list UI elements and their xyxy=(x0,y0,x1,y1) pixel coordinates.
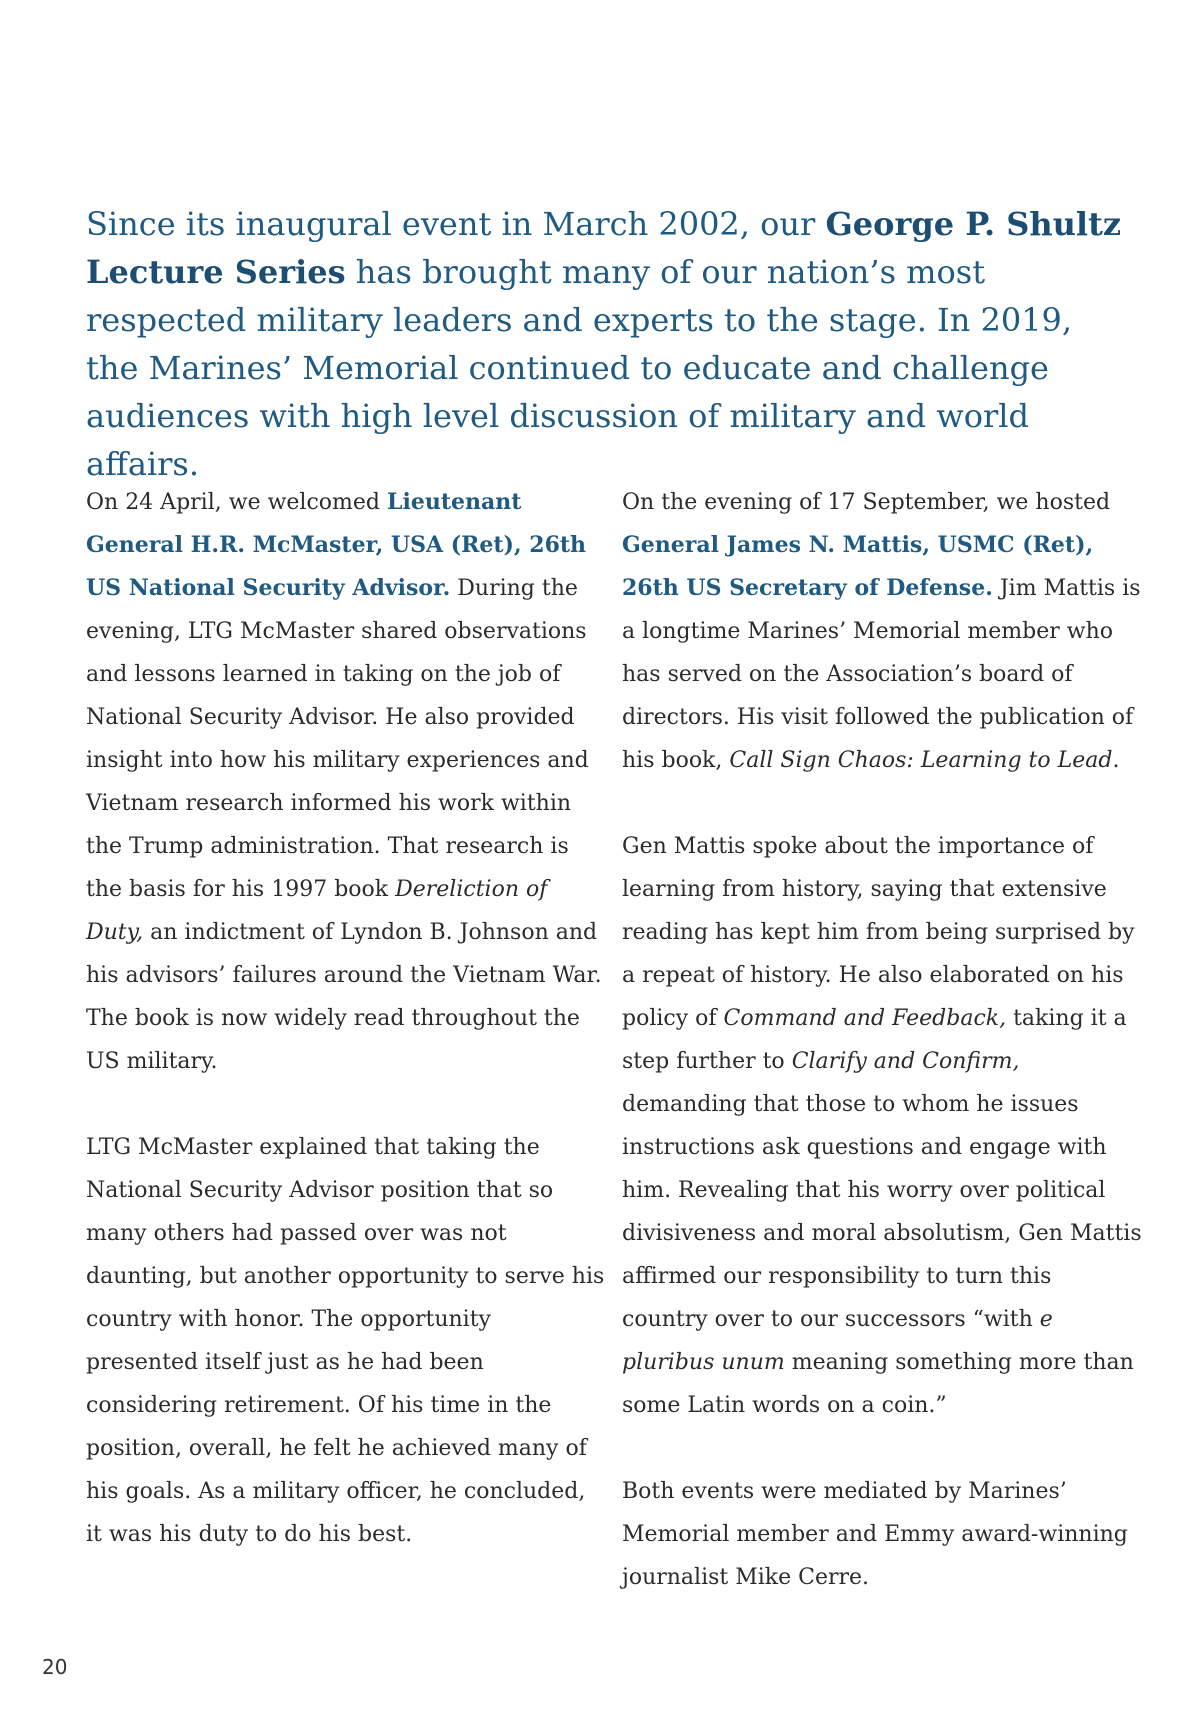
text-span: On the evening of 17 September, we hosted xyxy=(622,490,1111,515)
text-span: taking it a step further to xyxy=(622,1006,1127,1074)
mattis-intro-paragraph xyxy=(622,481,1142,782)
book-title-call-sign-chaos: Call Sign Chaos: Learning to Lead xyxy=(729,748,1113,773)
italic-command-and-feedback: Command and Feedback, xyxy=(723,1006,1007,1031)
mcmaster-intro-paragraph xyxy=(86,481,606,1083)
intro-paragraph xyxy=(86,200,1126,488)
mattis-name-highlight: General James N. Mattis, USMC (Ret), 26th US Secretary of Defense. xyxy=(622,532,1094,601)
text-span: During the evening, LTG McMaster shared observations and lessons learned in taking on the job of National Security Advisor. He also provided insight into how his military experiences and Vietnam research informed his work within the Trump administration. That research is the basis for his 1997 book xyxy=(86,576,589,902)
mcmaster-second-paragraph: LTG McMaster explained that taking the National Security Advisor position that so many others had passed over was not daunting, but another opportunity to serve his country with honor. The opportunity presented itself just as he had been considering retirement. Of his time in the position, overall, he felt he achieved many of his goals. As a military officer, he concluded, it was his duty to do his best. xyxy=(86,1135,605,1547)
mattis-second-paragraph xyxy=(622,825,1142,1427)
right-column xyxy=(622,481,1142,1642)
text-span: On 24 April, we welcomed xyxy=(86,490,387,515)
italic-clarify-and-confirm: Clarify and Confirm, xyxy=(791,1049,1020,1074)
text-span: Jim Mattis is a longtime Marines’ Memorial member who has served on the Association’s board of directors. His visit followed the publication of his book, xyxy=(622,576,1141,773)
text-span: demanding that those to whom he issues instructions ask questions and engage with him. Revealing that his worry over political divisiveness and moral absolutism, Gen Mattis affirmed our responsibility to turn this country over to our successors “with xyxy=(622,1092,1142,1332)
text-span: . xyxy=(1112,748,1120,773)
text-span: Gen Mattis spoke about the importance of learning from history, saying that extensive reading has kept him from being surprised by a repeat of history. He also elaborated on his policy of xyxy=(622,834,1135,1031)
text-span: an indictment of Lyndon B. Johnson and his advisors’ failures around the Vietnam War. The book is now widely read throughout the US military. xyxy=(86,920,602,1074)
lecture-series-name: George P. Shultz Lecture Series xyxy=(86,205,1122,291)
text-span: meaning something more than some Latin words on a coin.” xyxy=(622,1350,1134,1418)
left-column xyxy=(86,481,606,1599)
book-title-dereliction: Dereliction of Duty, xyxy=(86,877,548,945)
intro-text-after: has brought many of our nation’s most respected military leaders and experts to the stage. In 2019, the Marines’ Memorial continued to educate and challenge audiences with high level discussion of military and world affairs. xyxy=(86,253,1073,483)
mcmaster-name-highlight: Lieutenant General H.R. McMaster, USA (Ret), 26th US National Security Advisor. xyxy=(86,489,587,601)
intro-text-before: Since its inaugural event in March 2002, our xyxy=(86,205,826,243)
mediator-paragraph: Both events were mediated by Marines’ Memorial member and Emmy award-winning journalist Mike Cerre. xyxy=(622,1479,1128,1590)
italic-e-pluribus-unum: e pluribus unum xyxy=(622,1307,1053,1375)
page-number: 20 xyxy=(42,1655,68,1679)
